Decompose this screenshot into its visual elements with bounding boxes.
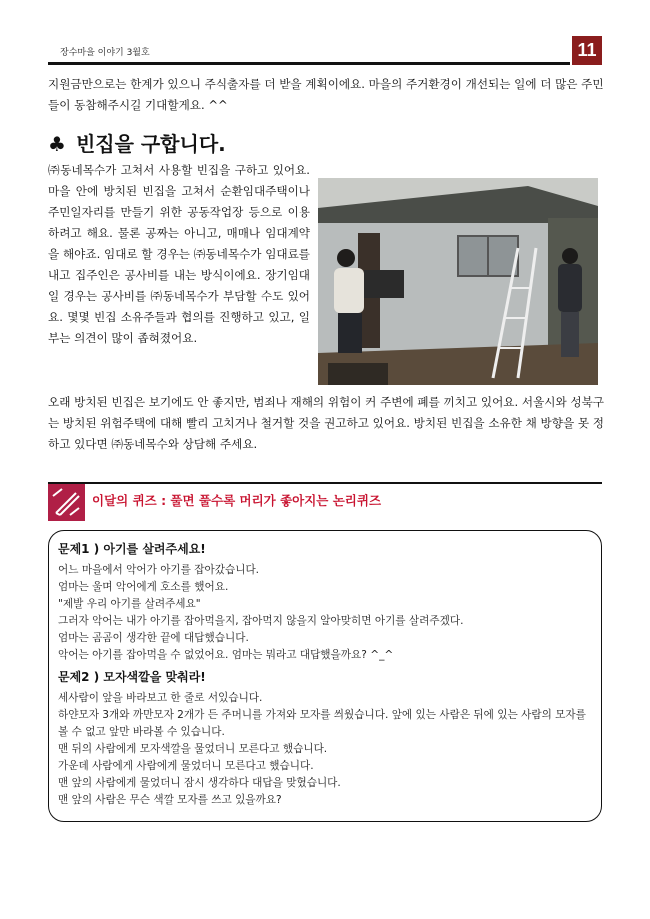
- page-number: 11: [572, 36, 602, 65]
- section-title: 빈집을 구합니다.: [75, 132, 226, 156]
- q1-line: "제발 우리 아기를 살려주세요": [58, 598, 201, 610]
- vacant-house-advice-paragraph: 오래 방치된 빈집은 보기에도 안 좋지만, 범죄나 재해의 위험이 커 주변에 폐를 끼치고 있어요. 서울시와 성북구는 방치된 위험주택에 대해 빨리 고치거나 철거할 것을 권고하고 있어요. 방치된 빈집을 소유한 채 방향을 못 정하고 있다면 ㈜동네목수와 상담해 주세요.: [48, 395, 604, 451]
- header-rule: [48, 62, 570, 65]
- vacant-house-paragraph: ㈜동네목수가 고쳐서 사용할 빈집을 구하고 있어요. 마을 안에 방치된 빈집을 고쳐서 순환임대주택이나 주민일자리를 만들기 위한 공동작업장 등으로 이용하려고 해요. 물론 공짜는 아니고, 매매나 임대계약을 해야죠. 임대로 할 경우는 ㈜동네목수가 임대료를 내고 집주인은 공사비를 내는 방식이에요. 장기임대일 경우는 공사비를 ㈜동네목수가 부담할 수도 있어요. 몇몇 빈집 소유주들과 협의를 진행하고 있고, 일부는 의견이 많이 좁혀졌어요.: [48, 163, 310, 345]
- worker-right: [558, 248, 582, 357]
- renovation-photo: [318, 178, 598, 385]
- q1-line: 악어는 아기를 잡아먹을 수 없었어요. 엄마는 뭐라고 대답했을까요? ^_^: [58, 649, 394, 661]
- club-icon: ♣: [48, 132, 66, 156]
- question-2-heading: 문제2 ) 모자색깔을 맞춰라!: [58, 670, 206, 684]
- section-heading: [48, 128, 226, 157]
- question-1-heading: 문제1 ) 아기를 살려주세요!: [58, 542, 206, 556]
- quiz-title: 이달의 퀴즈 : 풀면 풀수록 머리가 좋아지는 논리퀴즈: [92, 493, 382, 508]
- page-header: [48, 36, 602, 66]
- q1-line: 그러자 악어는 내가 아기를 잡아먹을지, 잡아먹지 않을지 알아맞히면 아기를 살려주겠다.: [58, 615, 464, 627]
- q2-line: 맨 뒤의 사람에게 모자색깔을 물었더니 모른다고 했습니다.: [58, 743, 328, 755]
- pencil-icon: [48, 484, 85, 521]
- q1-line: 엄마는 울며 악어에게 호소를 했어요.: [58, 581, 229, 593]
- quiz-rule: [48, 482, 602, 484]
- q1-line: 엄마는 곰곰이 생각한 끝에 대답했습니다.: [58, 632, 249, 644]
- q2-line: 맨 앞의 사람에게 물었더니 잠시 생각하다 대답을 맞혔습니다.: [58, 777, 341, 789]
- workers-renovating-house-photo-svg: [318, 178, 598, 385]
- q2-line: 가운데 사람에게 사람에게 물었더니 모른다고 했습니다.: [58, 760, 314, 772]
- question-1-text: [58, 562, 598, 664]
- q1-line: 어느 마을에서 악어가 아기를 잡아갔습니다.: [58, 564, 260, 576]
- newsletter-title: 장수마을 이야기 3월호: [60, 48, 150, 58]
- q2-line: 맨 앞의 사람은 무슨 색깔 모자를 쓰고 있을까요?: [58, 794, 282, 806]
- q2-line: 세사람이 앞을 바라보고 한 줄로 서있습니다.: [58, 692, 263, 704]
- q2-line: 하얀모자 3개와 까만모자 2개가 든 주머니를 가져와 모자를 씌웠습니다. 앞에 있는 사람은 뒤에 있는 사람의 모자를 볼 수 없고 앞만 바라볼 수 있습니다.: [58, 709, 586, 738]
- intro-paragraph: 지원금만으로는 한계가 있으니 주식출자를 더 받을 계획이에요. 마을의 주거환경이 개선되는 일에 더 많은 주민들이 동참해주시길 기대할게요. ^^: [48, 77, 604, 112]
- question-2-text: [58, 690, 598, 809]
